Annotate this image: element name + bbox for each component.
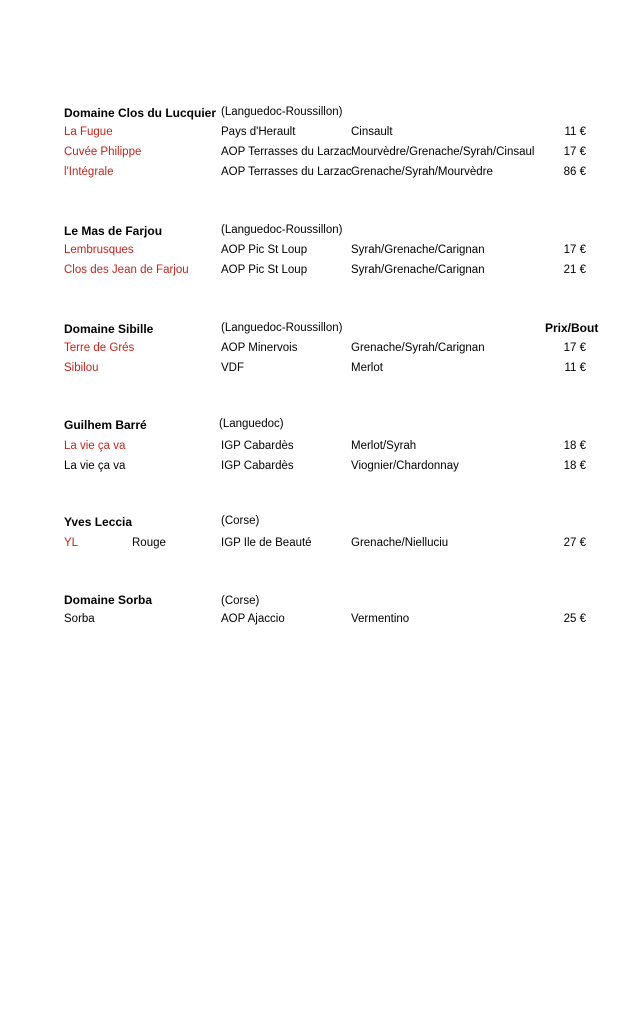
producer-header: [0, 593, 643, 613]
wine-row: [0, 244, 643, 264]
wine-grapes: Merlot: [351, 362, 383, 374]
wine-name: La vie ça va: [64, 440, 126, 452]
wine-grapes: Cinsault: [351, 126, 393, 138]
wine-grapes: Grenache/Syrah/Carignan: [351, 342, 485, 354]
wine-name: La Fugue: [64, 126, 113, 138]
producer-region: (Corse): [221, 515, 260, 527]
wine-name: Terre de Grés: [64, 342, 135, 354]
wine-appellation: IGP Ile de Beauté: [221, 537, 312, 549]
wine-row: [0, 264, 643, 284]
producer-name: Domaine Clos du Lucquier: [64, 106, 217, 120]
wine-type: Rouge: [132, 537, 166, 549]
producer-name: Guilhem Barré: [64, 418, 147, 432]
wine-price: 17 €: [563, 342, 586, 354]
producer-section: [0, 593, 643, 633]
producer-region: (Languedoc-Roussillon): [221, 322, 343, 334]
wine-appellation: IGP Cabardès: [221, 460, 294, 472]
wine-row: [0, 613, 643, 633]
wine-name: La vie ça va: [64, 460, 126, 472]
wine-appellation: IGP Cabardès: [221, 440, 294, 452]
wine-appellation: AOP Pic St Loup: [221, 244, 308, 256]
wine-grapes: Viognier/Chardonnay: [351, 460, 459, 472]
wine-price: 86 €: [563, 166, 586, 178]
wine-name: Clos des Jean de Farjou: [64, 264, 189, 276]
wine-name: YL: [64, 537, 79, 549]
wine-price: 18 €: [563, 460, 586, 472]
wine-price: 11 €: [564, 126, 586, 138]
producer-name: Yves Leccia: [64, 515, 133, 529]
wine-grapes: Vermentino: [351, 613, 410, 625]
wine-appellation: AOP Pic St Loup: [221, 264, 308, 276]
producer-header: [0, 322, 643, 342]
wine-grapes: Syrah/Grenache/Carignan: [351, 264, 485, 276]
wine-appellation: AOP Terrasses du Larzac: [221, 166, 352, 178]
wine-price: 25 €: [563, 613, 586, 625]
producer-region: (Languedoc-Roussillon): [221, 224, 343, 236]
wine-grapes: Grenache/Nielluciu: [351, 537, 449, 549]
wine-price: 17 €: [563, 146, 586, 158]
producer-section: [0, 322, 643, 382]
producer-name: Domaine Sorba: [64, 593, 153, 607]
wine-name: Lembrusques: [64, 244, 134, 256]
producer-section: [0, 515, 643, 557]
wine-price: 21 €: [563, 264, 586, 276]
wine-row: [0, 460, 643, 480]
producer-header: [0, 106, 643, 126]
producer-header: [0, 418, 643, 440]
producer-section: [0, 418, 643, 480]
wine-row: [0, 342, 643, 362]
producer-section: [0, 224, 643, 284]
producer-section: [0, 106, 643, 186]
producer-header: [0, 515, 643, 537]
wine-row: [0, 440, 643, 460]
wine-name: l'Intégrale: [64, 166, 114, 178]
wine-appellation: AOP Minervois: [221, 342, 298, 354]
wine-row: [0, 166, 643, 186]
producer-region: (Languedoc-Roussillon): [221, 106, 343, 118]
price-column-header: Prix/Bout: [545, 321, 599, 335]
wine-appellation: Pays d'Herault: [221, 126, 296, 138]
producer-region: (Corse): [221, 595, 260, 607]
wine-price: 11 €: [564, 362, 586, 374]
wine-price: 27 €: [563, 537, 586, 549]
producer-name: Le Mas de Farjou: [64, 224, 163, 238]
wine-price: 17 €: [563, 244, 586, 256]
wine-row: [0, 537, 643, 557]
wine-row: [0, 126, 643, 146]
wine-appellation: VDF: [221, 362, 244, 374]
wine-appellation: AOP Ajaccio: [221, 613, 285, 625]
wine-row: [0, 146, 643, 166]
wine-price: 18 €: [563, 440, 586, 452]
wine-name: Cuvée Philippe: [64, 146, 142, 158]
wine-grapes: Merlot/Syrah: [351, 440, 417, 452]
wine-name: Sibilou: [64, 362, 99, 374]
producer-region: (Languedoc): [219, 418, 284, 430]
wine-appellation: AOP Terrasses du Larzac: [221, 146, 352, 158]
wine-row: [0, 362, 643, 382]
producer-name: Domaine Sibille: [64, 322, 154, 336]
wine-grapes: Syrah/Grenache/Carignan: [351, 244, 485, 256]
wine-grapes: Grenache/Syrah/Mourvèdre: [351, 166, 493, 178]
producer-header: [0, 224, 643, 244]
wine-grapes: Mourvèdre/Grenache/Syrah/Cinsaul: [351, 146, 535, 158]
wine-name: Sorba: [64, 613, 95, 625]
